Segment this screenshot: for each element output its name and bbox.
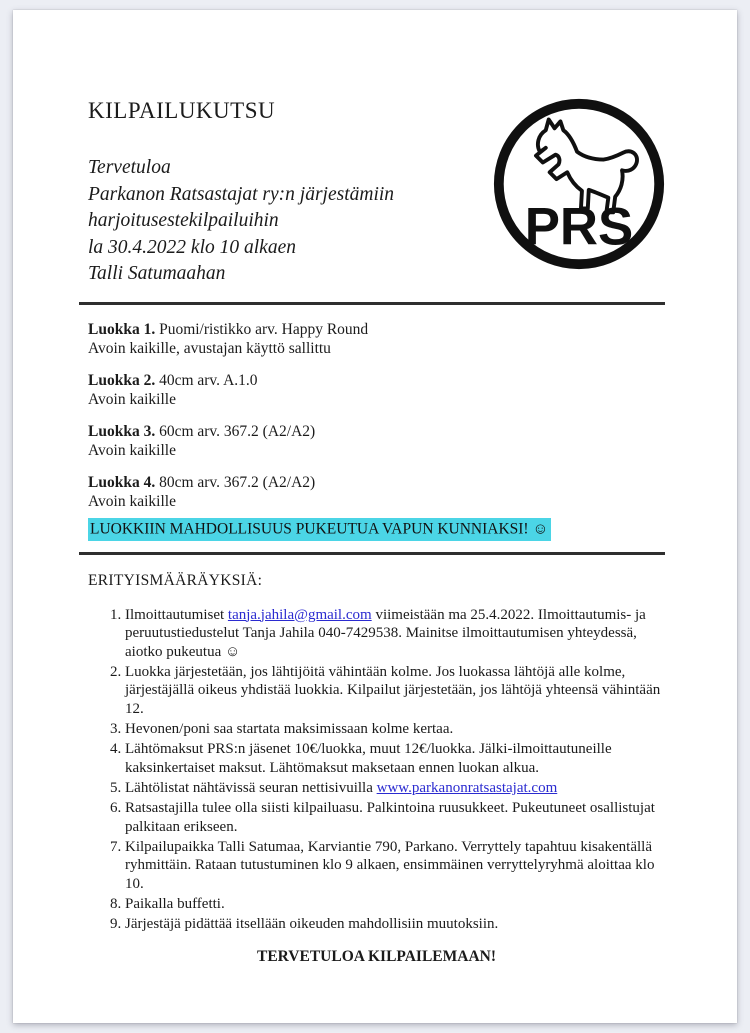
rule-item-8 (125, 895, 665, 914)
special-rules-heading: ERITYISMÄÄRÄYKSIÄ: (88, 571, 263, 589)
page-title: KILPAILUKUTSU (88, 98, 276, 123)
divider (79, 302, 665, 305)
intro-line: Tervetuloa (88, 157, 171, 178)
rule-text: Kilpailupaikka Talli Satumaa, Karviantie 790, Parkano. Verryttely tapahtuu kisakentällä ryhmittäin. Rataan tutustuminen klo 9 alkaen, ensimmäinen verryttelyryhmä aloittaa klo 10. (125, 838, 655, 892)
class-label: Luokka 3. (88, 422, 156, 440)
class-desc: 80cm arv. 367.2 (A2/A2) (155, 473, 316, 491)
rule-text: Ratsastajilla tulee olla siisti kilpailuasu. Palkintoina ruusukkeet. Pukeutuneet osallistujat palkitaan erikseen. (125, 799, 655, 835)
logo-text: PRS (524, 197, 634, 257)
class-sub: Avoin kaikille, avustajan käyttö sallittu (88, 339, 331, 357)
website-link[interactable]: www.parkanonratsastajat.com (376, 779, 558, 796)
rule-text: Luokka järjestetään, jos lähtijöitä vähintään kolme. Jos luokassa lähtöjä alle kolme, järjestäjällä oikeus yhdistää luokkia. Kilpailut järjestetään, jos lähtöjä yhteensä vähintään 12. (125, 663, 661, 717)
closing-line: TERVETULOA KILPAILEMAAN! (256, 947, 497, 965)
rule-text: Paikalla buffetti. (125, 895, 225, 912)
intro-line: harjoitusestekilpailuihin (88, 210, 279, 231)
rule-text: Lähtölistat nähtävissä seuran nettisivuilla (125, 779, 377, 796)
rule-text: viimeistään ma 25.4.2022. Ilmoittautumis- ja peruutustiedustelut Tanja Jahila 040-7429538. Mainitse ilmoittautumisen yhteydessä, aiotko pukeutua ☺ (125, 606, 646, 660)
class-block-3 (88, 422, 665, 460)
divider (79, 552, 665, 555)
class-desc: 40cm arv. A.1.0 (155, 371, 258, 389)
class-sub: Avoin kaikille (88, 492, 176, 510)
class-label: Luokka 2. (88, 371, 156, 389)
club-logo (491, 96, 667, 272)
intro-line: Talli Satumaahan (88, 263, 226, 284)
rule-item-2 (125, 663, 665, 719)
rule-text: Hevonen/poni saa startata maksimissaan kolme kertaa. (125, 721, 454, 738)
class-block-2 (88, 371, 665, 409)
rule-item-5 (125, 779, 665, 798)
highlighted-announcement (88, 520, 665, 539)
rule-text: Ilmoittautumiset (125, 606, 228, 623)
rule-item-3 (125, 720, 665, 739)
rule-item-9 (125, 915, 665, 934)
email-link[interactable]: tanja.jahila@gmail.com (227, 606, 372, 623)
prs-logo-icon (491, 96, 667, 272)
intro-line: la 30.4.2022 klo 10 alkaen (88, 236, 296, 258)
intro-line: Parkanon Ratsastajat ry:n järjestämiin (88, 183, 395, 205)
class-block-4 (88, 473, 665, 511)
class-block-1 (88, 320, 665, 358)
rule-item-7 (125, 838, 665, 894)
class-desc: Puomi/ristikko arv. Happy Round (155, 320, 369, 338)
rule-item-6 (125, 799, 665, 836)
class-sub: Avoin kaikille (88, 441, 176, 459)
rule-text: Lähtömaksut PRS:n jäsenet 10€/luokka, muut 12€/luokka. Jälki-ilmoittautuneille kaksinkertaiset maksut. Lähtömaksut maksetaan ennen luokan alkua. (125, 741, 612, 776)
class-desc: 60cm arv. 367.2 (A2/A2) (155, 422, 316, 440)
rule-item-4 (125, 740, 665, 777)
highlight-text: LUOKKIIN MAHDOLLISUUS PUKEUTUA VAPUN KUNNIAKSI! ☺ (88, 518, 551, 541)
rule-text: Järjestäjä pidättää itsellään oikeuden mahdollisiin muutoksiin. (125, 916, 499, 932)
intro-text (88, 155, 488, 288)
document-page (13, 10, 737, 1023)
class-label: Luokka 1. (88, 320, 156, 338)
class-sub: Avoin kaikille (88, 390, 176, 408)
rules-list (88, 606, 665, 934)
class-label: Luokka 4. (88, 473, 156, 491)
rule-item-1 (125, 606, 665, 662)
